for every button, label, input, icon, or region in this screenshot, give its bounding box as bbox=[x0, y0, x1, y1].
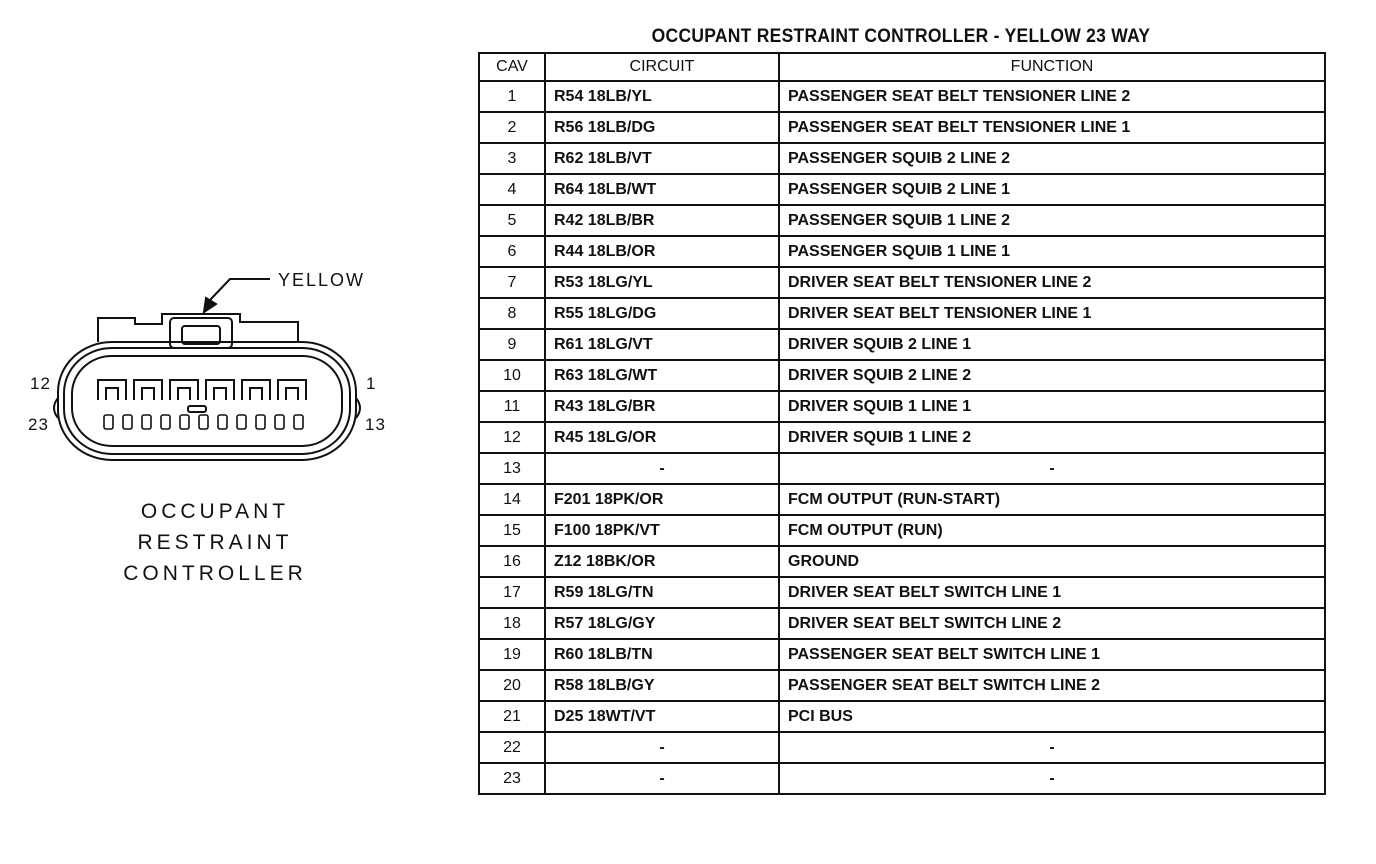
lower-cavity bbox=[275, 415, 284, 429]
cav-cell: 22 bbox=[479, 732, 545, 763]
upper-cavity-row bbox=[98, 380, 306, 400]
table-row bbox=[479, 112, 1325, 143]
table-row bbox=[479, 422, 1325, 453]
upper-cavity bbox=[242, 380, 270, 400]
connector-mid-shell bbox=[64, 348, 350, 454]
pin-label-top-left: 12 bbox=[30, 374, 51, 393]
lower-cavity bbox=[123, 415, 132, 429]
header-function: FUNCTION bbox=[779, 53, 1325, 81]
pin-label-bottom-left: 23 bbox=[28, 415, 49, 434]
circuit-cell: R42 18LB/BR bbox=[545, 205, 779, 236]
table-row bbox=[479, 515, 1325, 546]
header-circuit: CIRCUIT bbox=[545, 53, 779, 81]
table-row bbox=[479, 608, 1325, 639]
connector-figure bbox=[20, 260, 420, 600]
pin-label-bottom-right: 13 bbox=[365, 415, 386, 434]
circuit-cell: R58 18LB/GY bbox=[545, 670, 779, 701]
circuit-cell: R54 18LB/YL bbox=[545, 81, 779, 112]
table-row bbox=[479, 267, 1325, 298]
circuit-cell: D25 18WT/VT bbox=[545, 701, 779, 732]
lower-cavity bbox=[294, 415, 303, 429]
upper-cavity bbox=[134, 380, 162, 400]
upper-cavity bbox=[206, 380, 234, 400]
function-cell: DRIVER SQUIB 1 LINE 1 bbox=[779, 391, 1325, 422]
upper-cavity bbox=[98, 380, 126, 400]
table-row bbox=[479, 453, 1325, 484]
function-cell: FCM OUTPUT (RUN-START) bbox=[779, 484, 1325, 515]
circuit-cell: Z12 18BK/OR bbox=[545, 546, 779, 577]
yellow-leader-arrow bbox=[204, 298, 216, 312]
table-row bbox=[479, 639, 1325, 670]
table-row bbox=[479, 484, 1325, 515]
circuit-cell: R55 18LG/DG bbox=[545, 298, 779, 329]
function-cell: - bbox=[779, 732, 1325, 763]
cav-cell: 8 bbox=[479, 298, 545, 329]
circuit-cell: R56 18LB/DG bbox=[545, 112, 779, 143]
circuit-cell: R59 18LG/TN bbox=[545, 577, 779, 608]
circuit-cell: - bbox=[545, 763, 779, 794]
function-cell: DRIVER SEAT BELT SWITCH LINE 1 bbox=[779, 577, 1325, 608]
connector-color-label: YELLOW bbox=[278, 270, 366, 290]
function-cell: - bbox=[779, 763, 1325, 794]
function-cell: PASSENGER SQUIB 2 LINE 2 bbox=[779, 143, 1325, 174]
cav-cell: 9 bbox=[479, 329, 545, 360]
table-row bbox=[479, 81, 1325, 112]
table-body bbox=[479, 81, 1325, 794]
lower-cavity bbox=[161, 415, 170, 429]
cav-cell: 23 bbox=[479, 763, 545, 794]
caption-line-3: CONTROLLER bbox=[123, 562, 307, 585]
circuit-cell: - bbox=[545, 453, 779, 484]
function-cell: DRIVER SQUIB 2 LINE 1 bbox=[779, 329, 1325, 360]
lower-cavity bbox=[256, 415, 265, 429]
table-row bbox=[479, 360, 1325, 391]
lower-cavity bbox=[237, 415, 246, 429]
function-cell: FCM OUTPUT (RUN) bbox=[779, 515, 1325, 546]
circuit-cell: R44 18LB/OR bbox=[545, 236, 779, 267]
cav-cell: 1 bbox=[479, 81, 545, 112]
cav-cell: 19 bbox=[479, 639, 545, 670]
cav-cell: 16 bbox=[479, 546, 545, 577]
circuit-cell: R64 18LB/WT bbox=[545, 174, 779, 205]
table-row bbox=[479, 174, 1325, 205]
circuit-cell: F201 18PK/OR bbox=[545, 484, 779, 515]
function-cell: PASSENGER SQUIB 2 LINE 1 bbox=[779, 174, 1325, 205]
circuit-cell: R43 18LG/BR bbox=[545, 391, 779, 422]
lower-cavity bbox=[180, 415, 189, 429]
yellow-leader-line bbox=[210, 279, 270, 300]
circuit-cell: - bbox=[545, 732, 779, 763]
table-row bbox=[479, 670, 1325, 701]
circuit-cell: F100 18PK/VT bbox=[545, 515, 779, 546]
cav-cell: 3 bbox=[479, 143, 545, 174]
cav-cell: 18 bbox=[479, 608, 545, 639]
cav-cell: 2 bbox=[479, 112, 545, 143]
function-cell: PASSENGER SEAT BELT SWITCH LINE 2 bbox=[779, 670, 1325, 701]
cav-cell: 4 bbox=[479, 174, 545, 205]
table-row bbox=[479, 763, 1325, 794]
circuit-cell: R45 18LG/OR bbox=[545, 422, 779, 453]
connector-diagram bbox=[20, 260, 420, 500]
cav-cell: 7 bbox=[479, 267, 545, 298]
cav-cell: 5 bbox=[479, 205, 545, 236]
connector-outer-shell bbox=[58, 342, 356, 460]
pin-label-top-right: 1 bbox=[366, 374, 377, 393]
circuit-cell: R57 18LG/GY bbox=[545, 608, 779, 639]
table-header-row bbox=[479, 53, 1325, 81]
table-title: OCCUPANT RESTRAINT CONTROLLER - YELLOW 23 WAY bbox=[651, 26, 1151, 47]
cav-cell: 12 bbox=[479, 422, 545, 453]
table-row bbox=[479, 732, 1325, 763]
function-cell: DRIVER SQUIB 1 LINE 2 bbox=[779, 422, 1325, 453]
function-cell: PCI BUS bbox=[779, 701, 1325, 732]
table-row bbox=[479, 205, 1325, 236]
cav-cell: 10 bbox=[479, 360, 545, 391]
connector-caption bbox=[90, 496, 340, 589]
cav-cell: 11 bbox=[479, 391, 545, 422]
cav-cell: 15 bbox=[479, 515, 545, 546]
function-cell: PASSENGER SEAT BELT TENSIONER LINE 1 bbox=[779, 112, 1325, 143]
table-row bbox=[479, 391, 1325, 422]
lower-cavity bbox=[218, 415, 227, 429]
caption-line-2: RESTRAINT bbox=[137, 531, 293, 554]
function-cell: DRIVER SEAT BELT SWITCH LINE 2 bbox=[779, 608, 1325, 639]
lower-cavity bbox=[104, 415, 113, 429]
function-cell: GROUND bbox=[779, 546, 1325, 577]
table-row bbox=[479, 329, 1325, 360]
function-cell: DRIVER SEAT BELT TENSIONER LINE 1 bbox=[779, 298, 1325, 329]
upper-cavity bbox=[278, 380, 306, 400]
function-cell: PASSENGER SEAT BELT TENSIONER LINE 2 bbox=[779, 81, 1325, 112]
cav-cell: 20 bbox=[479, 670, 545, 701]
connector-inner-shell bbox=[72, 356, 342, 446]
circuit-cell: R62 18LB/VT bbox=[545, 143, 779, 174]
pinout-table bbox=[478, 52, 1326, 795]
lower-cavity bbox=[199, 415, 208, 429]
upper-cavity bbox=[170, 380, 198, 400]
table-row bbox=[479, 546, 1325, 577]
circuit-cell: R60 18LB/TN bbox=[545, 639, 779, 670]
function-cell: PASSENGER SQUIB 1 LINE 2 bbox=[779, 205, 1325, 236]
function-cell: PASSENGER SQUIB 1 LINE 1 bbox=[779, 236, 1325, 267]
circuit-cell: R63 18LG/WT bbox=[545, 360, 779, 391]
table-row bbox=[479, 298, 1325, 329]
caption-line-1: OCCUPANT bbox=[140, 500, 290, 523]
lower-cavity-row bbox=[104, 415, 303, 429]
lower-cavity bbox=[142, 415, 151, 429]
cav-cell: 17 bbox=[479, 577, 545, 608]
table-row bbox=[479, 701, 1325, 732]
table-row bbox=[479, 577, 1325, 608]
function-cell: DRIVER SQUIB 2 LINE 2 bbox=[779, 360, 1325, 391]
function-cell: - bbox=[779, 453, 1325, 484]
table-row bbox=[479, 236, 1325, 267]
function-cell: PASSENGER SEAT BELT SWITCH LINE 1 bbox=[779, 639, 1325, 670]
circuit-cell: R61 18LG/VT bbox=[545, 329, 779, 360]
circuit-cell: R53 18LG/YL bbox=[545, 267, 779, 298]
table-row bbox=[479, 143, 1325, 174]
center-key bbox=[188, 406, 206, 412]
cav-cell: 6 bbox=[479, 236, 545, 267]
cav-cell: 14 bbox=[479, 484, 545, 515]
cav-cell: 13 bbox=[479, 453, 545, 484]
header-cav: CAV bbox=[479, 53, 545, 81]
cav-cell: 21 bbox=[479, 701, 545, 732]
function-cell: DRIVER SEAT BELT TENSIONER LINE 2 bbox=[779, 267, 1325, 298]
